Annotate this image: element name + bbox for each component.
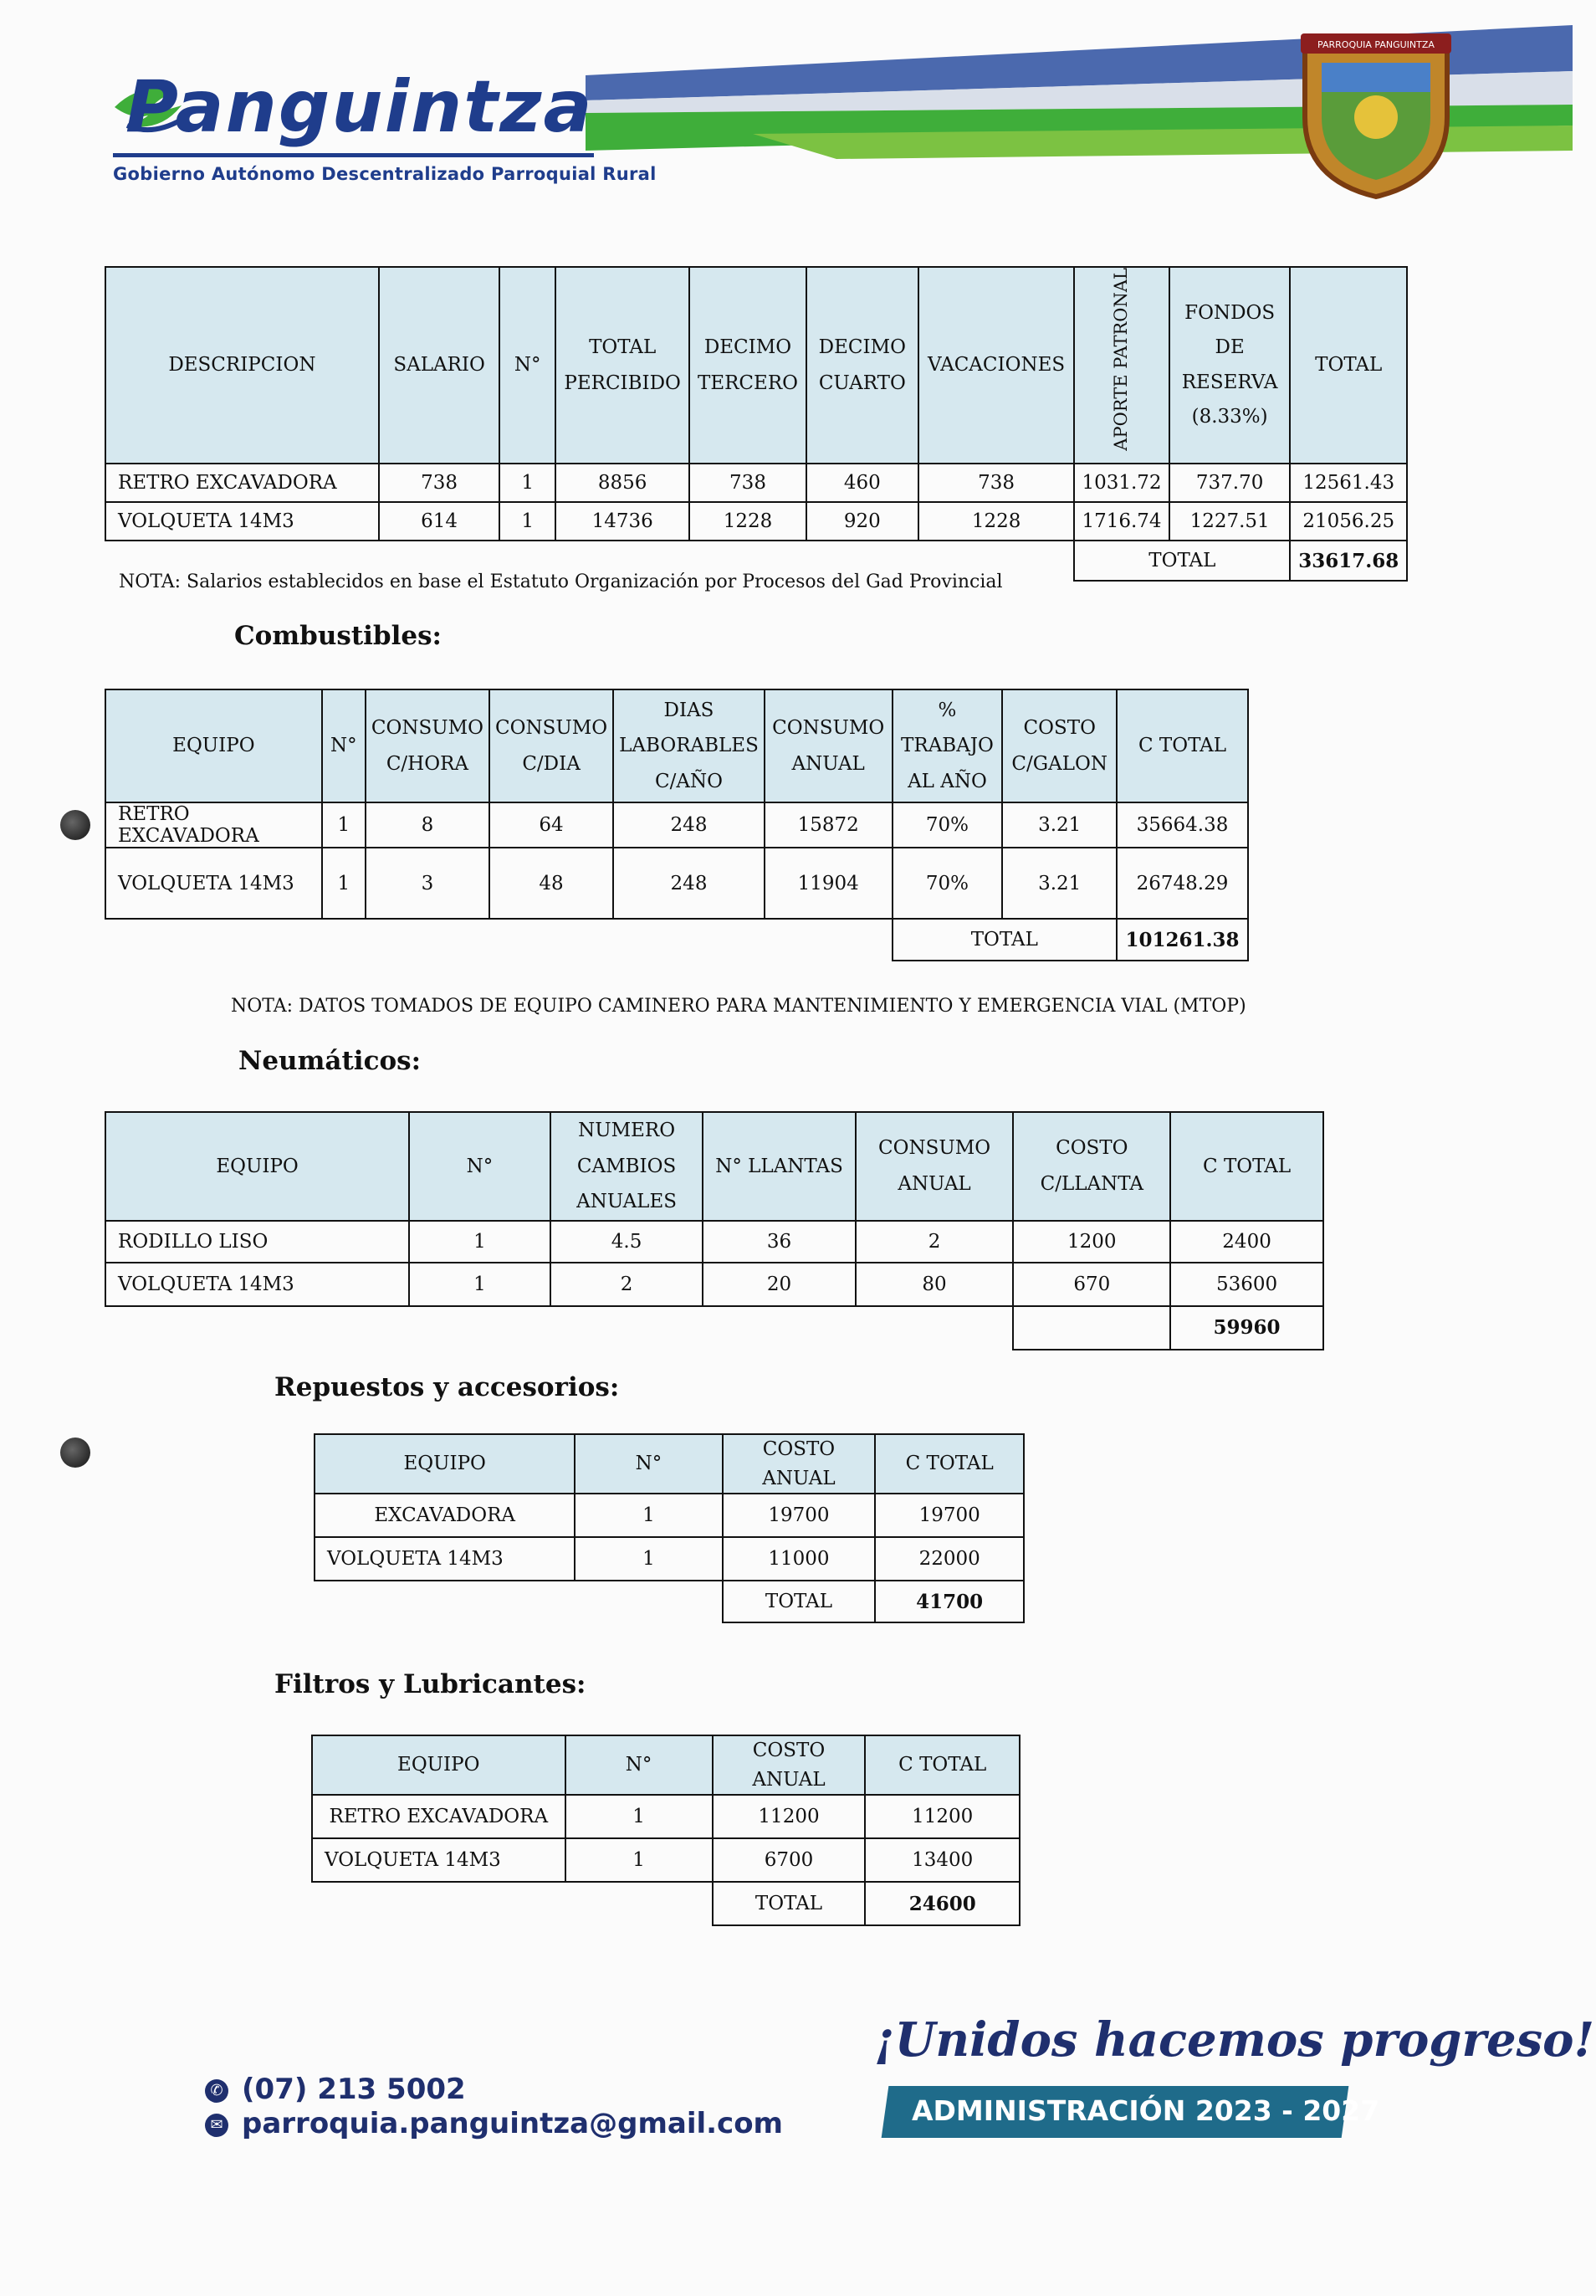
cell: 1228 [918, 502, 1074, 541]
col-header: COSTO C/LLANTA [1013, 1112, 1170, 1221]
col-header-vertical: APORTE PATRONAL [1074, 267, 1169, 464]
cell: 670 [1013, 1263, 1170, 1306]
total-value: 41700 [875, 1581, 1024, 1622]
cell: 3.21 [1002, 802, 1117, 848]
cell: 6700 [713, 1838, 866, 1882]
cell: VOLQUETA 14M3 [105, 502, 379, 541]
col-header: N° LLANTAS [703, 1112, 855, 1221]
cell: 36 [703, 1221, 855, 1263]
col-header: C TOTAL [1170, 1112, 1323, 1221]
cell: 1228 [689, 502, 806, 541]
cell: RODILLO LISO [105, 1221, 409, 1263]
cell: 70% [893, 848, 1003, 919]
cell: 12561.43 [1290, 464, 1407, 502]
parts-table [314, 1433, 1025, 1623]
col-header: DESCRIPCION [105, 267, 379, 464]
cell: 64 [489, 802, 613, 848]
col-header: FONDOS DE RESERVA (8.33%) [1169, 267, 1291, 464]
shield-label: PARROQUIA PANGUINTZA [1317, 39, 1435, 50]
cell: 3 [366, 848, 489, 919]
col-header: TOTAL [1290, 267, 1407, 464]
email-icon: ✉ [205, 2114, 228, 2137]
cell: 35664.38 [1117, 802, 1248, 848]
cell: 20 [703, 1263, 855, 1306]
col-header: EQUIPO [105, 1112, 409, 1221]
section-title: Combustibles: [234, 621, 442, 651]
cell: 1 [409, 1263, 550, 1306]
page-header [0, 0, 1596, 209]
cell: 738 [918, 464, 1074, 502]
col-header: N° [499, 267, 555, 464]
cell: 11200 [865, 1795, 1020, 1838]
col-header: C TOTAL [865, 1735, 1020, 1795]
cell: 248 [613, 802, 765, 848]
cell: 248 [613, 848, 765, 919]
col-header: CONSUMO ANUAL [856, 1112, 1014, 1221]
cell: VOLQUETA 14M3 [315, 1537, 575, 1581]
phone-icon: ✆ [205, 2079, 228, 2103]
table-row [312, 1838, 1020, 1882]
filters-table [311, 1735, 1021, 1926]
total-label: TOTAL [893, 919, 1118, 961]
total-row [105, 1306, 1323, 1350]
contact-phone [205, 2073, 466, 2106]
cell: 26748.29 [1117, 848, 1248, 919]
cell: 1 [575, 1494, 722, 1537]
cell: 737.70 [1169, 464, 1291, 502]
table-row [105, 502, 1407, 541]
cell: RETRO EXCAVADORA [312, 1795, 565, 1838]
cell: 1 [409, 1221, 550, 1263]
cell: 11904 [765, 848, 893, 919]
cell: 1716.74 [1074, 502, 1169, 541]
salary-table [105, 266, 1408, 582]
cell: RETRO EXCAVADORA [105, 802, 322, 848]
col-header: TOTAL PERCIBIDO [555, 267, 689, 464]
col-header: COSTO C/GALON [1002, 689, 1117, 802]
cell: 8856 [555, 464, 689, 502]
cell: 8 [366, 802, 489, 848]
section-title: Neumáticos: [238, 1046, 422, 1076]
cell: 1 [499, 464, 555, 502]
col-header: COSTO ANUAL [713, 1735, 866, 1795]
table-row [315, 1537, 1024, 1581]
total-row [105, 919, 1248, 961]
cell [1013, 1306, 1170, 1350]
cell: VOLQUETA 14M3 [105, 1263, 409, 1306]
col-header: EQUIPO [315, 1434, 575, 1494]
section-title: Repuestos y accesorios: [274, 1372, 620, 1402]
fuel-note: NOTA: DATOS TOMADOS DE EQUIPO CAMINERO PARA MANTENIMIENTO Y EMERGENCIA VIAL (MTOP) [231, 996, 1246, 1017]
logo-subtitle: Gobierno Autónomo Descentralizado Parroquial Rural [113, 164, 657, 184]
table-header-row [105, 689, 1248, 802]
total-label: TOTAL [1074, 541, 1290, 581]
table-row [105, 802, 1248, 848]
cell: 920 [806, 502, 918, 541]
cell: 1 [322, 848, 366, 919]
col-header: CONSUMO C/HORA [366, 689, 489, 802]
punch-hole [60, 1438, 90, 1468]
cell: 1 [499, 502, 555, 541]
col-header: COSTO ANUAL [723, 1434, 876, 1494]
cell: 738 [689, 464, 806, 502]
cell: 738 [379, 464, 500, 502]
col-header: N° [409, 1112, 550, 1221]
table-row [105, 848, 1248, 919]
table-row [105, 1221, 1323, 1263]
cell: 19700 [875, 1494, 1024, 1537]
col-header: CONSUMO C/DIA [489, 689, 613, 802]
col-header: CONSUMO ANUAL [765, 689, 893, 802]
total-row [312, 1882, 1020, 1925]
table-row [315, 1494, 1024, 1537]
cell: 4.5 [550, 1221, 703, 1263]
cell: 11000 [723, 1537, 876, 1581]
salary-note: NOTA: Salarios establecidos en base el Estatuto Organización por Procesos del Gad Provincial [119, 571, 1003, 592]
table-row [105, 464, 1407, 502]
section-title: Filtros y Lubricantes: [274, 1669, 586, 1699]
cell: 2 [550, 1263, 703, 1306]
total-row [315, 1581, 1024, 1622]
cell: 14736 [555, 502, 689, 541]
cell: 460 [806, 464, 918, 502]
parish-shield-icon [1288, 25, 1464, 201]
cell: 21056.25 [1290, 502, 1407, 541]
cell: 1 [322, 802, 366, 848]
cell: 13400 [865, 1838, 1020, 1882]
table-header-row [105, 267, 1407, 464]
cell: 22000 [875, 1537, 1024, 1581]
tires-table [105, 1111, 1324, 1350]
cell: 80 [856, 1263, 1014, 1306]
cell: RETRO EXCAVADORA [105, 464, 379, 502]
phone-text: (07) 213 5002 [242, 2073, 466, 2106]
col-header: % TRABAJO AL AÑO [893, 689, 1003, 802]
table-header-row [312, 1735, 1020, 1795]
total-label: TOTAL [713, 1882, 866, 1925]
cell: 2400 [1170, 1221, 1323, 1263]
total-value: 101261.38 [1117, 919, 1248, 961]
fuel-table [105, 689, 1249, 961]
col-header: EQUIPO [105, 689, 322, 802]
col-header: N° [322, 689, 366, 802]
cell: 19700 [723, 1494, 876, 1537]
cell: 1 [565, 1838, 713, 1882]
cell: 15872 [765, 802, 893, 848]
slogan: ¡Unidos hacemos progreso! [874, 2012, 1595, 2068]
col-header: C TOTAL [875, 1434, 1024, 1494]
cell: VOLQUETA 14M3 [312, 1838, 565, 1882]
col-header: N° [565, 1735, 713, 1795]
col-header: NUMERO CAMBIOS ANUALES [550, 1112, 703, 1221]
total-value: 33617.68 [1290, 541, 1407, 581]
logo-text: Panguintza [125, 65, 594, 149]
cell: 1031.72 [1074, 464, 1169, 502]
col-header: N° [575, 1434, 722, 1494]
table-row [105, 1263, 1323, 1306]
cell: 70% [893, 802, 1003, 848]
cell: 1 [575, 1537, 722, 1581]
cell: EXCAVADORA [315, 1494, 575, 1537]
col-header: EQUIPO [312, 1735, 565, 1795]
cell: 11200 [713, 1795, 866, 1838]
punch-hole [60, 810, 90, 840]
total-value: 24600 [865, 1882, 1020, 1925]
col-header: SALARIO [379, 267, 500, 464]
cell: 1200 [1013, 1221, 1170, 1263]
col-header: C TOTAL [1117, 689, 1248, 802]
cell: 3.21 [1002, 848, 1117, 919]
table-row [312, 1795, 1020, 1838]
cell: 1227.51 [1169, 502, 1291, 541]
admin-text: ADMINISTRACIÓN 2023 - 2027 [912, 2094, 1380, 2127]
table-header-row [105, 1112, 1323, 1221]
cell: 1 [565, 1795, 713, 1838]
col-header: DIAS LABORABLES C/AÑO [613, 689, 765, 802]
contact-email [205, 2107, 783, 2140]
cell: 48 [489, 848, 613, 919]
col-header: VACACIONES [918, 267, 1074, 464]
cell: 2 [856, 1221, 1014, 1263]
total-value: 59960 [1170, 1306, 1323, 1350]
cell: 53600 [1170, 1263, 1323, 1306]
total-label: TOTAL [723, 1581, 876, 1622]
table-header-row [315, 1434, 1024, 1494]
email-text: parroquia.panguintza@gmail.com [242, 2107, 783, 2140]
col-header: DECIMO CUARTO [806, 267, 918, 464]
cell: VOLQUETA 14M3 [105, 848, 322, 919]
col-header: DECIMO TERCERO [689, 267, 806, 464]
cell: 614 [379, 502, 500, 541]
logo-underline [113, 153, 594, 157]
